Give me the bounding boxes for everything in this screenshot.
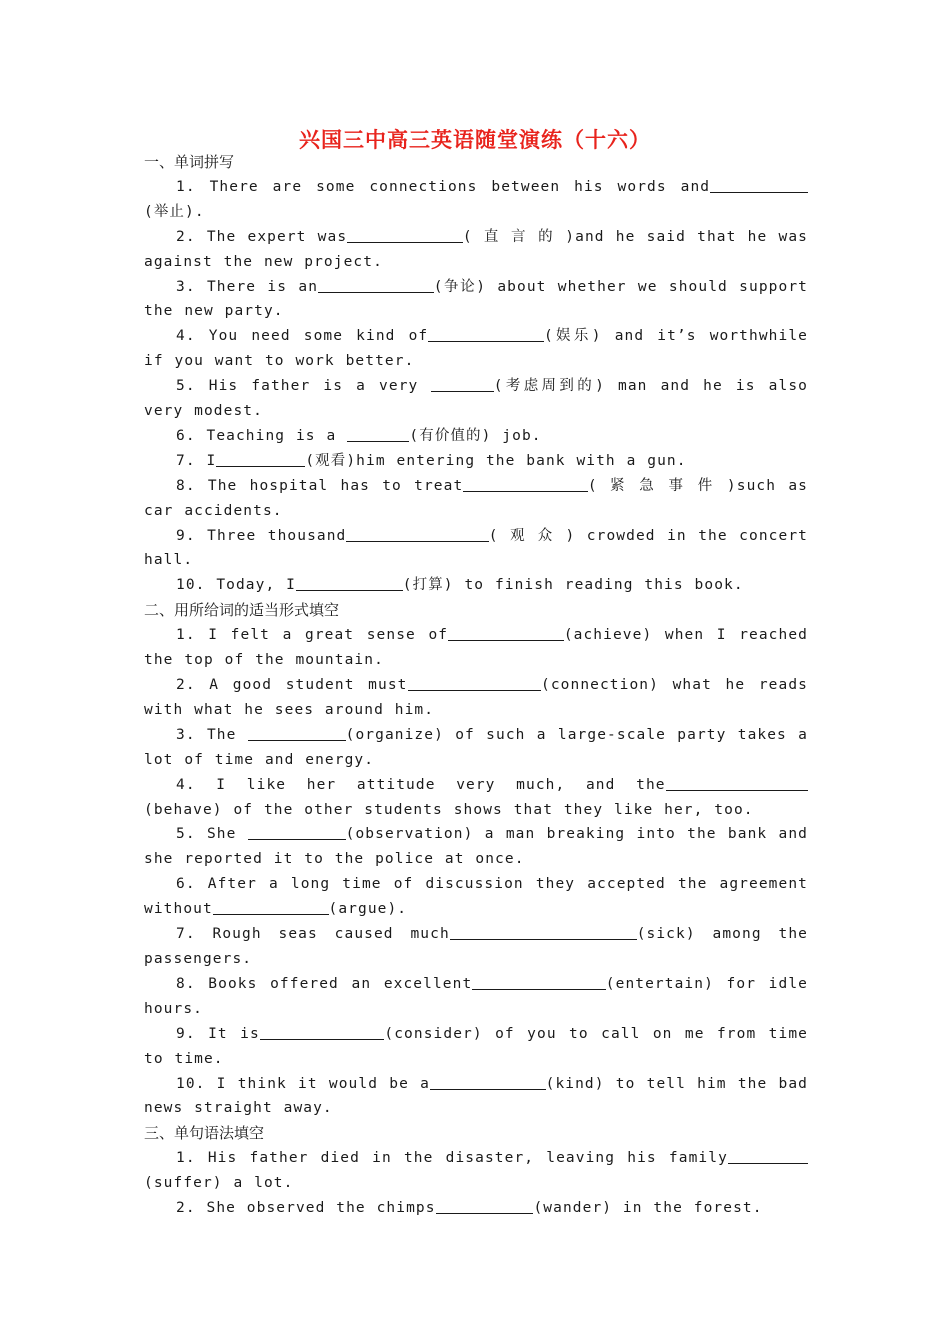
item-text-before: 2. A good student must (176, 677, 408, 693)
item-text-before: 6. After a long time of discussion they accepted the agreement without (144, 876, 808, 918)
item-text-before: 8. Books offered an excellent (176, 975, 473, 992)
answer-blank[interactable] (216, 451, 305, 467)
item-text-after: (achieve) when I reached the top of the mountain. (144, 627, 808, 669)
answer-blank[interactable] (430, 1074, 546, 1090)
answer-blank[interactable] (318, 277, 434, 293)
answer-blank[interactable] (213, 899, 329, 915)
item-text-before: 6. Teaching is a (176, 427, 348, 444)
item-text-before: 2. The expert was (176, 228, 348, 245)
item-text-after: ( 直 言 的 )and he said that he was against the new project. (144, 228, 808, 270)
answer-blank[interactable] (463, 476, 588, 492)
item-text-before: 9. Three thousand (176, 527, 347, 544)
item-text-after: (sick) among the passengers. (144, 926, 808, 967)
exercise-item (144, 1072, 808, 1122)
item-text-before: 9. It is (176, 1025, 260, 1042)
item-text-after: (争论) about whether we should support the new party. (144, 278, 808, 320)
exercise-item (144, 324, 808, 374)
answer-blank[interactable] (347, 426, 409, 442)
item-text-after: (举止). (144, 203, 205, 220)
section-heading: 二、用所给词的适当形式填空 (144, 601, 340, 620)
item-text-after: (kind) to tell him the bad news straight away. (144, 1075, 808, 1117)
exercise-item (144, 773, 808, 823)
item-text-before: 5. His father is a very (176, 378, 432, 395)
answer-blank[interactable] (248, 824, 346, 840)
item-text-before: 1. I felt a great sense of (176, 627, 449, 644)
item-text-after: (娱乐) and it’s worthwhile if you want to work better. (144, 328, 808, 370)
answer-blank[interactable] (346, 526, 488, 542)
exercise-item (144, 972, 808, 1022)
answer-blank[interactable] (428, 326, 544, 342)
item-text-after: ( 观 众 ) crowded in the concert hall. (144, 527, 808, 569)
item-text-before: 1. There are some connections between his words and (176, 178, 711, 195)
page-title: 兴国三中高三英语随堂演练（十六） (299, 128, 651, 152)
exercise-item (144, 822, 808, 872)
exercise-item (144, 922, 808, 972)
item-text-after: (打算) to finish reading this book. (402, 577, 744, 594)
item-text-before: 2. She observed the chimps (176, 1200, 436, 1217)
item-text-after: (观看)him entering the bank with a gun. (305, 452, 687, 469)
section-heading: 一、单词拼写 (144, 153, 235, 171)
worksheet-content (144, 150, 808, 1221)
item-text-after: (有价值的) job. (409, 427, 542, 444)
item-text-after: (connection) what he reads with what he sees around him. (144, 677, 808, 718)
exercise-item (144, 1146, 808, 1196)
exercise-item (144, 175, 808, 225)
item-text-after: (consider) of you to call on me from time to time. (144, 1025, 808, 1067)
item-text-before: 10. Today, I (176, 577, 296, 594)
answer-blank[interactable] (248, 725, 346, 741)
answer-blank[interactable] (728, 1148, 808, 1164)
item-text-before: 4. I like her attitude very much, and the (176, 776, 666, 793)
item-text-after: (organize) of such a large-scale party takes a lot of time and energy. (144, 726, 809, 768)
answer-blank[interactable] (347, 227, 463, 243)
item-text-before: 4. You need some kind of (176, 328, 429, 345)
answer-blank[interactable] (472, 974, 606, 990)
answer-blank[interactable] (436, 1198, 534, 1214)
item-text-after: (behave) of the other students shows that they like her, too. (144, 801, 754, 818)
exercise-item (144, 225, 808, 275)
item-text-after: (observation) a man breaking into the bank and she reported it to the police at once. (144, 826, 809, 868)
exercise-item (144, 1022, 808, 1072)
exercise-item (144, 374, 808, 424)
item-text-after: ( 紧 急 事 件 )such as car accidents. (144, 477, 808, 519)
answer-blank[interactable] (450, 924, 637, 940)
item-text-before: 5. She (176, 826, 248, 843)
answer-blank[interactable] (260, 1024, 385, 1040)
item-text-before: 10. I think it would be a (176, 1075, 430, 1092)
exercise-item (144, 573, 808, 598)
item-text-before: 8. The hospital has to treat (176, 477, 464, 494)
answer-blank[interactable] (710, 177, 808, 193)
section-heading: 三、单句语法填空 (144, 1124, 265, 1143)
item-text-after: (entertain) for idle hours. (144, 975, 808, 1017)
answer-blank[interactable] (448, 625, 564, 641)
answer-blank[interactable] (666, 775, 808, 791)
exercise-item (144, 1196, 808, 1221)
exercise-item (144, 449, 808, 474)
exercise-item (144, 623, 808, 673)
answer-blank[interactable] (408, 675, 542, 691)
exercise-item (144, 524, 808, 574)
item-text-after: (考虑周到的) man and he is also very modest. (144, 378, 808, 420)
answer-blank[interactable] (296, 575, 403, 591)
item-text-after: (argue). (328, 901, 408, 918)
item-text-before: 3. There is an (176, 278, 319, 295)
item-text-after: (suffer) a lot. (144, 1175, 294, 1192)
exercise-item (144, 424, 808, 449)
exercise-item (144, 723, 808, 773)
exercise-item (144, 872, 808, 922)
answer-blank[interactable] (431, 376, 493, 392)
item-text-after: (wander) in the forest. (533, 1200, 763, 1217)
exercise-item (144, 474, 808, 524)
item-text-before: 3. The (176, 726, 248, 743)
exercise-item (144, 673, 808, 723)
item-text-before: 1. His father died in the disaster, leaving his family (176, 1150, 728, 1167)
item-text-before: 7. Rough seas caused much (176, 926, 450, 943)
exercise-item (144, 275, 808, 325)
item-text-before: 7. I (176, 452, 217, 469)
